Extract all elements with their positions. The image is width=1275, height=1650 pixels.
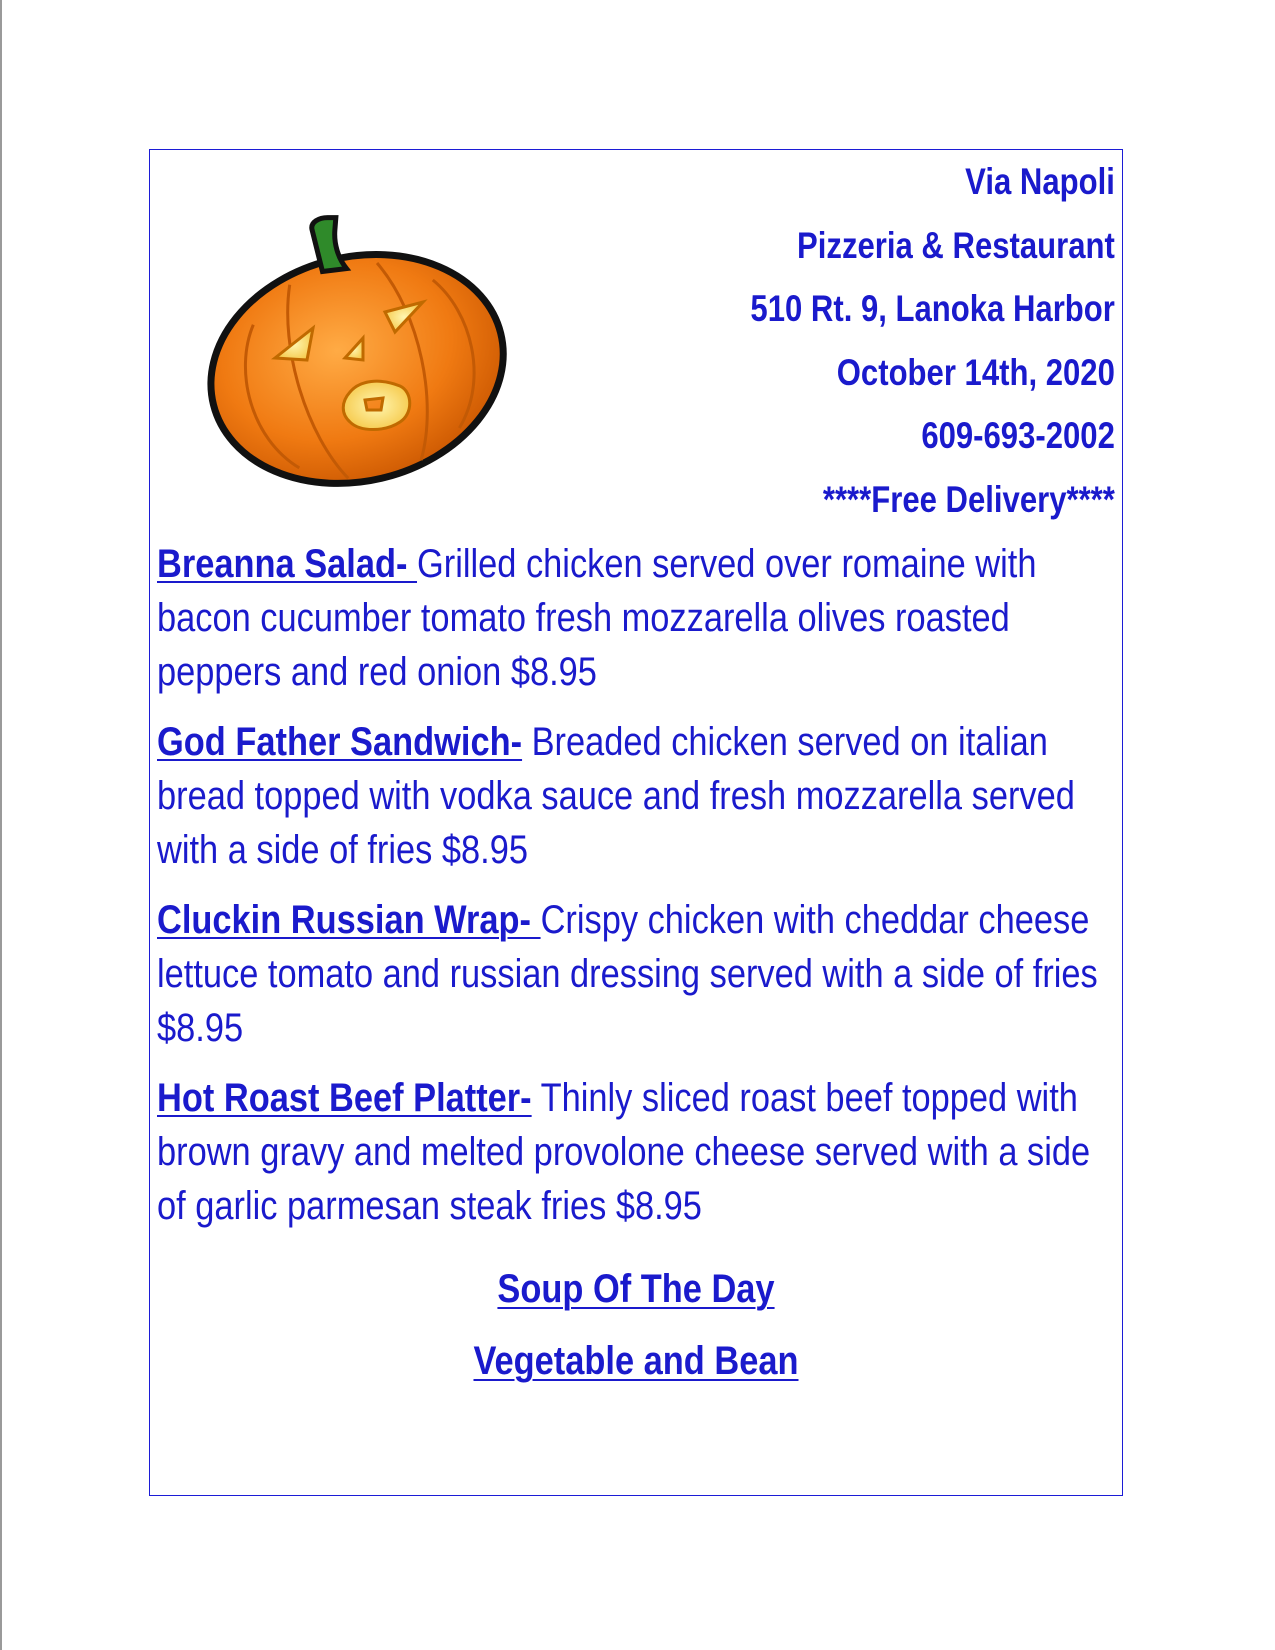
phone-number: 609-693-2002: [921, 415, 1115, 457]
menu-item-description: Crispy chicken with cheddar cheese lettuce tomato and russian dressing served with a side of fries $8.95: [157, 898, 1098, 1050]
page-edge: [0, 0, 2, 1650]
menu-item-description: Thinly sliced roast beef topped with brown gravy and melted provolone cheese served with a side of garlic parmesan steak fries $8.95: [157, 1076, 1091, 1228]
menu-item-description: Breaded chicken served on italian bread topped with vodka sauce and fresh mozzarella served with a side of fries $8.95: [157, 720, 1075, 872]
menu-item: [157, 537, 1107, 699]
menu-date: October 14th, 2020: [836, 351, 1115, 393]
menu-list: [157, 537, 1107, 1249]
menu-item-name: Cluckin Russian Wrap-: [157, 898, 541, 942]
menu-item-name: Breanna Salad-: [157, 542, 418, 586]
soup-section: [149, 1253, 1123, 1397]
menu-item-name: God Father Sandwich-: [157, 720, 523, 764]
delivery-note: ****Free Delivery****: [822, 478, 1115, 520]
menu-item: [157, 715, 1107, 877]
menu-item: [157, 1071, 1107, 1233]
soup-heading: Soup Of The Day: [497, 1267, 775, 1311]
menu-item-description: Grilled chicken served over romaine with bacon cucumber tomato fresh mozzarella olives roasted peppers and red onion $8.95: [157, 542, 1037, 694]
restaurant-name: Via Napoli: [965, 161, 1115, 202]
pumpkin-icon: [195, 210, 525, 500]
menu-item: [157, 893, 1107, 1055]
restaurant-header: [751, 150, 1115, 532]
restaurant-type: Pizzeria & Restaurant: [797, 224, 1115, 266]
soup-name: Vegetable and Bean: [473, 1339, 799, 1383]
menu-item-name: Hot Roast Beef Platter-: [157, 1076, 532, 1120]
restaurant-address: 510 Rt. 9, Lanoka Harbor: [750, 288, 1115, 330]
